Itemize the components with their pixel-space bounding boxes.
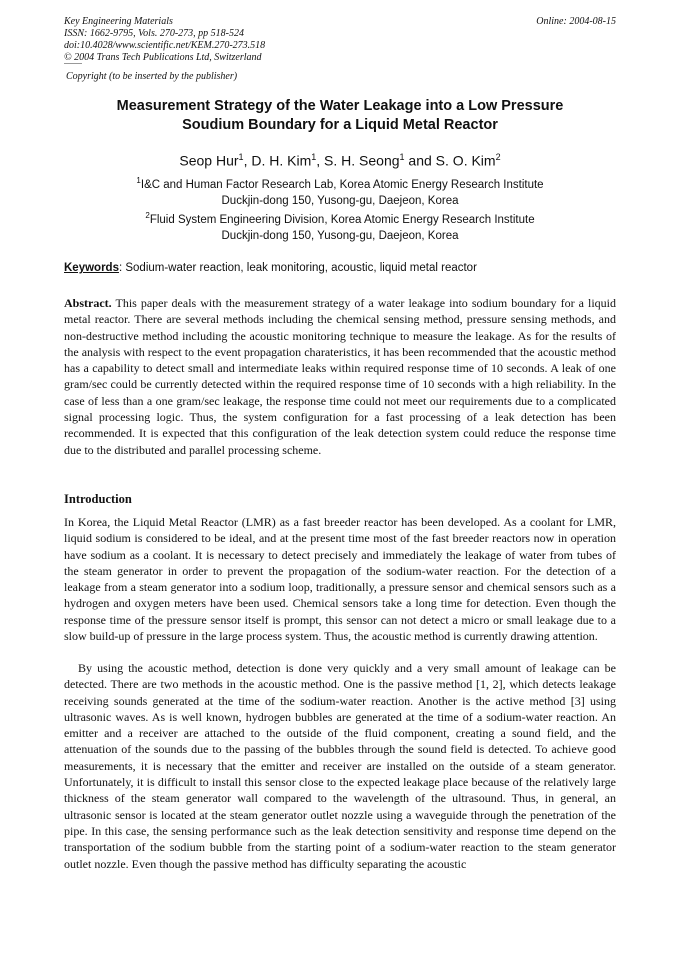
affiliation-1-address: Duckjin-dong 150, Yusong-gu, Daejeon, Korea: [221, 194, 459, 207]
affiliation-2-name: Fluid System Engineering Division, Korea Atomic Energy Research Institute: [149, 213, 535, 226]
issn-line: ISSN: 1662-9795, Vols. 270-273, pp 518-524: [64, 28, 244, 39]
keywords-line: [64, 260, 616, 276]
keywords-separator: :: [118, 262, 126, 274]
affiliation-1-name: I&C and Human Factor Research Lab, Korea Atomic Energy Research Institute: [140, 178, 544, 191]
doi-line: doi:10.4028/www.scientific.net/KEM.270-273.518: [64, 40, 266, 51]
journal-name: Key Engineering Materials: [64, 16, 173, 27]
title-line-2: Soudium Boundary for a Liquid Metal Reactor: [182, 117, 498, 133]
affiliation-2: [64, 208, 616, 244]
keywords-text: Sodium-water reaction, leak monitoring, acoustic, liquid metal reactor: [125, 262, 477, 274]
affiliation-1: [64, 173, 616, 209]
introduction-paragraph-2: By using the acoustic method, detection is done very quickly and a very small amount of leakage can be detected. There are two methods in the acoustic method. One is the passive method [1, 2], which detects leakage receiving sounds generated at the time of the sodium-water reaction. Another is the active method [3] using ultrasonic waves. As is well known, hydrogen bubbles are generated at the time of a sodium-water reaction. An emitter and a receiver are attached to the outside of the fluid component, creating a sound field, and the attenuation of the sounds due to the passing of the bubbles through the sound field is detected. To achieve good measurements, it is necessary that the emitter and receiver are installed on the outside of a steam generator. Unfortunately, it is difficult to install this sensor close to the expected leakage place because of the relatively large thickness of the steam generator wall compared to the wavelength of the ultrasound. Thus, in general, an ultrasonic sensor is located at the steam generator outlet nozzle using a waveguide through the penetration of the pipe. In this case, the sensing performance such as the leak detection sensitivity and response time depend on the transportation of the sodium bubble from the starting point of a sodium-water reaction to the steam generator outlet nozzle. Even though the passive method has difficulty separating the acoustic: [64, 661, 616, 871]
online-date: Online: 2004-08-15: [536, 16, 616, 27]
title-line-1: Measurement Strategy of the Water Leakage into a Low Pressure: [116, 98, 564, 114]
author-2-affil: 1: [311, 152, 317, 162]
author-list: [64, 148, 616, 170]
abstract-label: Abstract.: [64, 296, 112, 310]
author-3-affil: 1: [399, 152, 405, 162]
author-4: and S. O. Kim: [404, 152, 496, 169]
author-1: Seop Hur: [179, 152, 239, 169]
affiliation-1-mark: 1: [136, 176, 141, 185]
publisher-line: © 2004 Trans Tech Publications Ltd, Switzerland: [64, 52, 262, 63]
affiliation-2-mark: 2: [145, 211, 150, 220]
journal-header: [64, 16, 616, 64]
author-3: , S. H. Seong: [316, 152, 400, 169]
abstract-text: This paper deals with the measurement strategy of a water leakage into sodium boundary for a liquid metal reactor. There are several methods including the chemical sensing method, pressure sensing methods, and non-destructive method including the acoustic monitoring technique to measure the leakage. As for the results of the analysis with respect to the event propagation charateristics, it has been recommended that the acoustic method has a capability to detect small and intermediate leaks within required response time of 10 seconds. A leak of one gram/sec could be currently detected within the required response time of 10 seconds with a high reliability. In the case of less than a one gram/sec leakage, the response time could not meet our requirements due to a complicated signal processing logic. Thus, the system configuration for a fast processing of a leak detection has been recommended. It is expected that this configuration of the leak detection system could reduce the response time due to the distributed and parallel processing scheme.: [64, 296, 616, 457]
paper-title: [64, 97, 616, 135]
author-2: , D. H. Kim: [243, 152, 312, 169]
keywords-label: Keywords: [64, 262, 119, 274]
copyright-note: Copyright (to be inserted by the publisher): [66, 71, 238, 82]
introduction-paragraph-1: In Korea, the Liquid Metal Reactor (LMR) as a fast breeder reactor has been developed. As a coolant for LMR, liquid sodium is considered to be ideal, and at the present time most of the fast breeder reactors now in operation have sodium as a coolant. It is necessary to detect precisely and immediately the leakage of water from tubes of the steam generator in order to prevent the propagation of the sodium-water reaction. For the detection of a leakage from a steam generator into a sodium loop, traditionally, a pressure sensor and chemical sensors such as a hydrogen and oxygen meters have been used. Chemical sensors take a long time for detection. Even though the response time of the pressure sensor itself is prompt, this sensor can not detect a micro or small leakage due to a slow build-up of pressure in the large process system. Thus, the acoustic method is currently drawing attention.: [64, 515, 616, 644]
header-divider: [64, 63, 82, 64]
abstract-paragraph: [64, 295, 616, 458]
affiliation-2-address: Duckjin-dong 150, Yusong-gu, Daejeon, Korea: [221, 229, 459, 242]
section-heading-introduction: Introduction: [64, 492, 132, 506]
author-1-affil: 1: [238, 152, 244, 162]
author-4-affil: 2: [495, 152, 501, 162]
